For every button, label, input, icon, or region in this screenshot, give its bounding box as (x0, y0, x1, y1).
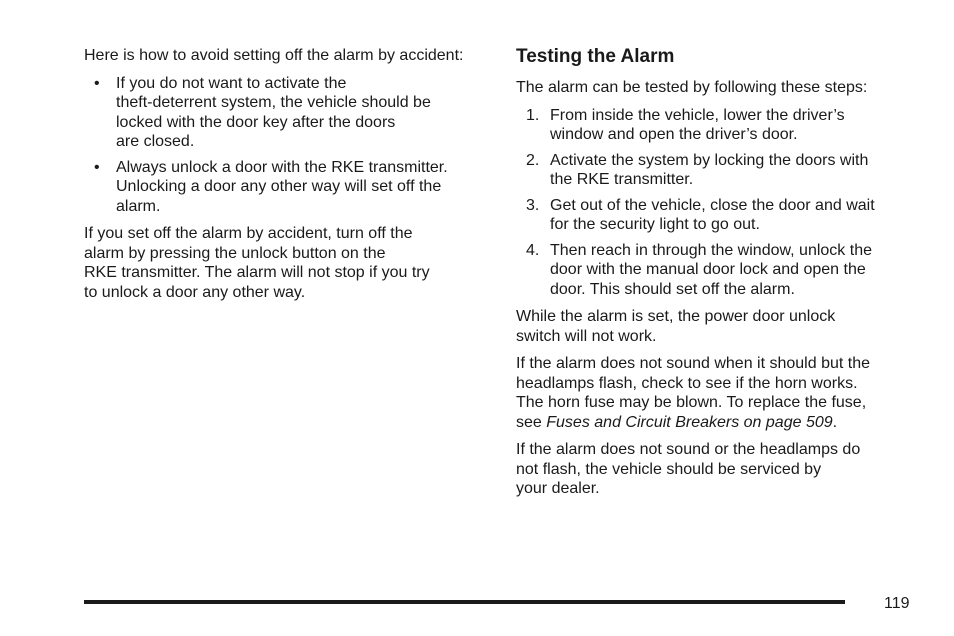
step-number: 4. (526, 241, 540, 259)
step-item (516, 196, 926, 235)
bullet-line: If you do not want to activate the (116, 74, 347, 92)
step-number: 1. (526, 106, 540, 124)
step-item (516, 151, 926, 190)
paragraph-line: not flash, the vehicle should be serviced by (516, 460, 822, 478)
step-line: door with the manual door lock and open the (550, 261, 866, 278)
paragraph-line: If the alarm does not sound or the headlamps do (516, 441, 861, 458)
bullet-line: Unlocking a door any other way will set off the (116, 178, 442, 195)
paragraph-line: to unlock a door any other way. (84, 283, 306, 301)
step-line: for the security light to go out. (550, 216, 760, 233)
door-unlock-paragraph (516, 307, 926, 346)
bullet-line: are closed. (116, 133, 195, 150)
step-line: the RKE transmitter. (550, 171, 694, 188)
bullet-line: locked with the door key after the doors (116, 113, 396, 131)
page-number: 119 (884, 595, 910, 612)
paragraph-punctuation: . (832, 413, 838, 431)
bullet-line: Always unlock a door with the RKE transmitter. (116, 158, 448, 176)
avoid-alarm-bullet-list (84, 74, 494, 217)
paragraph-line: your dealer. (516, 480, 600, 497)
step-number: 3. (526, 196, 540, 214)
step-line: Then reach in through the window, unlock the (550, 241, 872, 259)
right-column (516, 46, 926, 507)
bullet-line: alarm. (116, 197, 161, 215)
bullet-item (84, 74, 494, 152)
left-column (84, 46, 494, 310)
section-heading: Testing the Alarm (516, 46, 675, 67)
footer-rule (84, 600, 845, 604)
step-item (516, 106, 926, 145)
step-line: From inside the vehicle, lower the driver’s (550, 106, 845, 124)
step-line: Activate the system by locking the doors with (550, 151, 869, 169)
avoid-alarm-intro: Here is how to avoid setting off the alarm by accident: (84, 47, 464, 64)
step-line: Get out of the vehicle, close the door and wait (550, 196, 875, 214)
dealer-service-paragraph (516, 440, 926, 499)
bullet-marker: • (94, 74, 100, 92)
bullet-marker: • (94, 158, 100, 176)
paragraph-line: switch will not work. (516, 327, 657, 345)
bullet-line: theft-deterrent system, the vehicle should be (116, 94, 431, 111)
paragraph-line: see (516, 413, 547, 431)
paragraph-line: The horn fuse may be blown. To replace the fuse, (516, 394, 867, 411)
step-item (516, 241, 926, 300)
paragraph-line: RKE transmitter. The alarm will not stop if you try (84, 264, 430, 281)
paragraph-line: If the alarm does not sound when it should but the (516, 355, 871, 372)
testing-intro: The alarm can be tested by following these steps: (516, 79, 868, 96)
fuses-cross-reference-link[interactable]: Fuses and Circuit Breakers on page 509 (546, 413, 833, 431)
paragraph-line: If you set off the alarm by accident, turn off the (84, 225, 413, 242)
paragraph-line: While the alarm is set, the power door unlock (516, 308, 836, 325)
step-line: window and open the driver’s door. (550, 126, 798, 143)
step-line: door. This should set off the alarm. (550, 280, 795, 298)
paragraph-line: headlamps flash, check to see if the horn works. (516, 374, 858, 392)
step-number: 2. (526, 151, 540, 169)
accidental-alarm-paragraph (84, 224, 494, 302)
paragraph-line: alarm by pressing the unlock button on the (84, 244, 386, 262)
bullet-item (84, 158, 494, 217)
testing-steps-list (516, 106, 926, 300)
horn-fuse-paragraph (516, 354, 926, 432)
